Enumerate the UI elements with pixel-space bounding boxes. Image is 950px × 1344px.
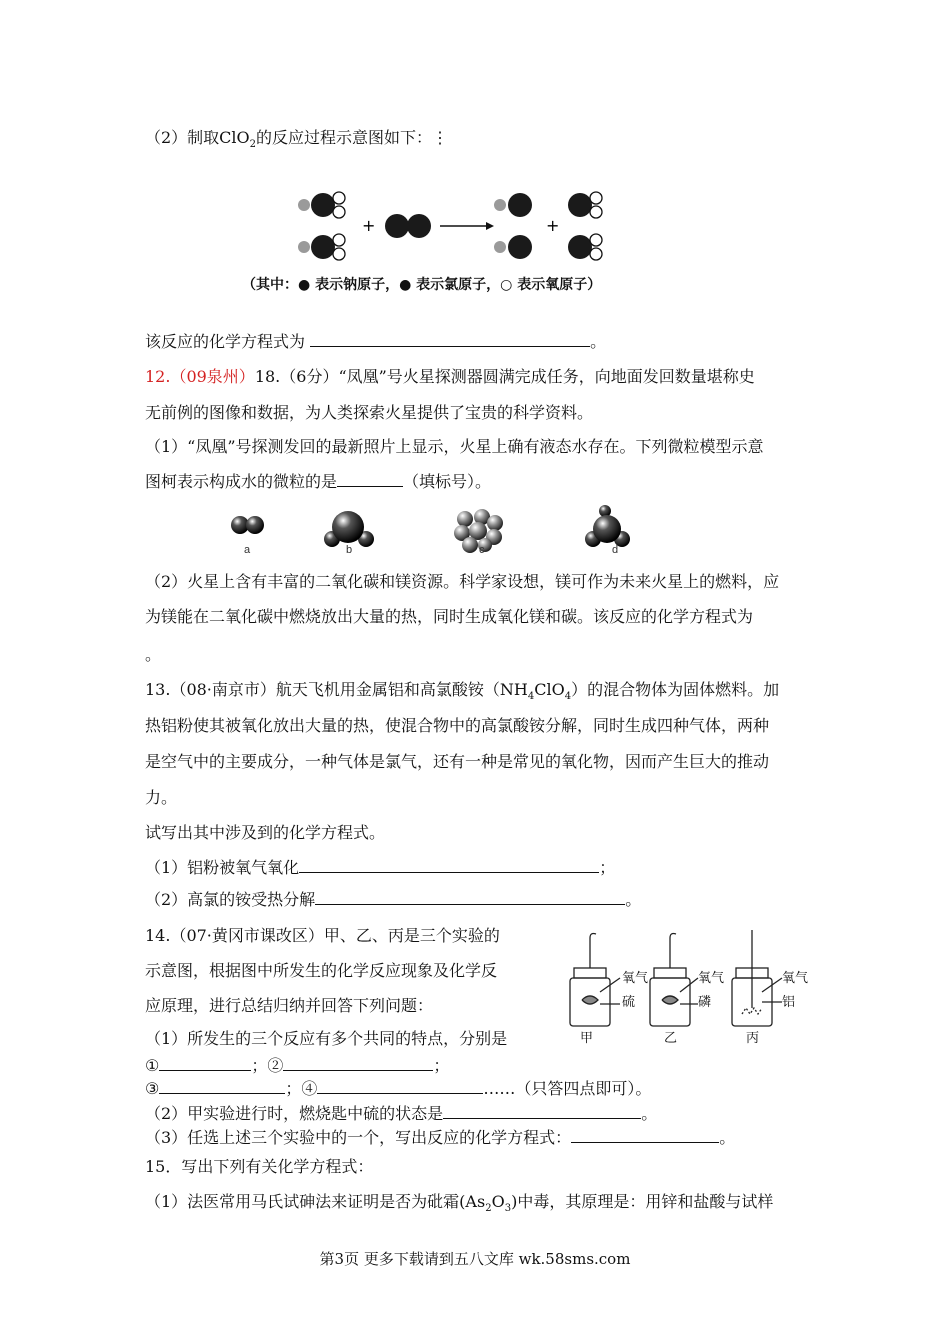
clo2-molecule-top [568, 192, 602, 218]
diagram-legend: （其中：● 表示钠原子，● 表示氯原子，○ 表示氧原子） [242, 277, 602, 293]
text-line: （3）任选上述三个实验中的一个，写出反应的化学方程式： 。 [145, 1128, 736, 1147]
text-line: 热铝粉使其被氧化放出大量的热，使混合物中的高氯酸铵分解，同时生成四种气体，两种 [145, 716, 770, 735]
apparatus-diagram [560, 928, 825, 1046]
apparatus-label-jia: 甲 [580, 1031, 594, 1046]
substance-label-bing: 铝 [782, 995, 796, 1010]
text-line: 是空气中的主要成分，一种气体是氯气，还有一种是常见的氧化物，因而产生巨大的推动 [145, 752, 770, 771]
answer-blank[interactable] [159, 1079, 285, 1094]
plus-sign-1: + [362, 216, 376, 235]
answer-blank[interactable] [317, 1079, 483, 1094]
molecule-b [324, 511, 374, 547]
molecule-label-c: c [479, 544, 485, 556]
text-line: （1）所发生的三个反应有多个共同的特点，分别是 [145, 1029, 508, 1048]
molecule-a [231, 516, 264, 534]
text-line: 应原理，进行总结归纳并回答下列问题： [145, 996, 434, 1015]
nacl-molecule-top [494, 193, 532, 217]
text-line: 为镁能在二氧化碳中燃烧放出大量的热，同时生成氧化镁和碳。该反应的化学方程式为 [145, 607, 754, 626]
apparatus-label-yi: 乙 [664, 1031, 678, 1046]
question-12-header: 12.（09泉州）18.（6分）“凤凰”号火星探测器圆满完成任务，向地面发回数量堪称史 [145, 367, 755, 386]
apparatus-label-bing: 丙 [746, 1031, 760, 1046]
naclo2-molecule-bottom [298, 234, 345, 260]
answer-blank[interactable] [299, 858, 599, 873]
text-line: 无前例的图像和数据，为人类探索火星提供了宝贵的科学资料。 [145, 403, 594, 422]
molecule-models [220, 505, 640, 557]
text-line: 力。 [145, 788, 178, 807]
answer-blank[interactable] [337, 472, 403, 487]
clo2-molecule-bottom [568, 234, 602, 260]
text-line: （1）铝粉被氧气氧化 ； [145, 858, 616, 877]
molecule-label-d: d [612, 544, 619, 556]
text-line: 。 [145, 645, 162, 664]
gas-label-jia: 氧气 [622, 971, 649, 986]
text-line: （2）甲实验进行时，燃烧匙中硫的状态是 。 [145, 1104, 658, 1123]
answer-blank[interactable] [310, 332, 590, 347]
text-line: （1）法医常用马氏试砷法来证明是否为砒霜$(As_2O_3)$中毒，其原理是：用锌和盐酸与试样 [145, 1192, 774, 1215]
plus-sign-2: + [546, 216, 560, 235]
text-line: （2）高氯的铵受热分解 。 [145, 890, 642, 909]
gas-label-yi: 氧气 [698, 971, 725, 986]
jar-bing [732, 930, 782, 1026]
arrow-icon [440, 222, 494, 230]
naclo2-molecule-top [298, 192, 345, 218]
text-line: （2）火星上含有丰富的二氧化碳和镁资源。科学家设想，镁可作为未来火星上的燃料，应 [145, 572, 780, 591]
text-line: ① ；② ； [145, 1056, 450, 1075]
answer-blank[interactable] [443, 1104, 641, 1119]
jar-yi [650, 934, 698, 1027]
text-line: 图柯表示构成水的微粒的是 （填标号）。 [145, 472, 492, 491]
text-line: 示意图，根据图中所发生的化学反应现象及化学反 [145, 961, 498, 980]
text-line: （1）“凤凰”号探测发回的最新照片上显示，火星上确有液态水存在。下列微粒模型示意 [145, 437, 764, 456]
cl2-molecule [385, 214, 431, 238]
question-14-header: 14.（07·黄冈市课改区）甲、乙、丙是三个实验的 [145, 926, 500, 945]
answer-blank[interactable] [315, 890, 625, 905]
gas-label-bing: 氧气 [782, 971, 809, 986]
molecule-d [585, 505, 630, 547]
answer-blank[interactable] [159, 1056, 251, 1071]
reaction-intro: （2）制取ClO$_2$的反应过程示意图如下：⋮ [145, 128, 449, 151]
question-13-header: 13.（08·南京市）航天飞机用金属铝和高氯酸铵$(NH_4ClO_4)$的混合物体为固体燃料。加 [145, 680, 780, 703]
substance-label-jia: 硫 [622, 995, 636, 1010]
jar-jia [570, 934, 620, 1027]
text-line: 试写出其中涉及到的化学方程式。 [145, 823, 386, 842]
page-footer: 第3页 更多下载请到五八文库 wk.58sms.com [319, 1250, 631, 1268]
answer-blank[interactable] [571, 1128, 719, 1143]
question-15-header: 15．写出下列有关化学方程式： [145, 1157, 374, 1176]
answer-blank[interactable] [283, 1056, 433, 1071]
nacl-molecule-bottom [494, 235, 532, 259]
equation-prompt: 该反应的化学方程式为 。 [145, 332, 607, 351]
reaction-diagram [290, 185, 620, 270]
substance-label-yi: 磷 [698, 995, 712, 1010]
text-line: ③ ；④ ……（只答四点即可）。 [145, 1079, 652, 1098]
molecule-label-b: b [346, 544, 353, 556]
molecule-label-a: a [244, 544, 251, 556]
